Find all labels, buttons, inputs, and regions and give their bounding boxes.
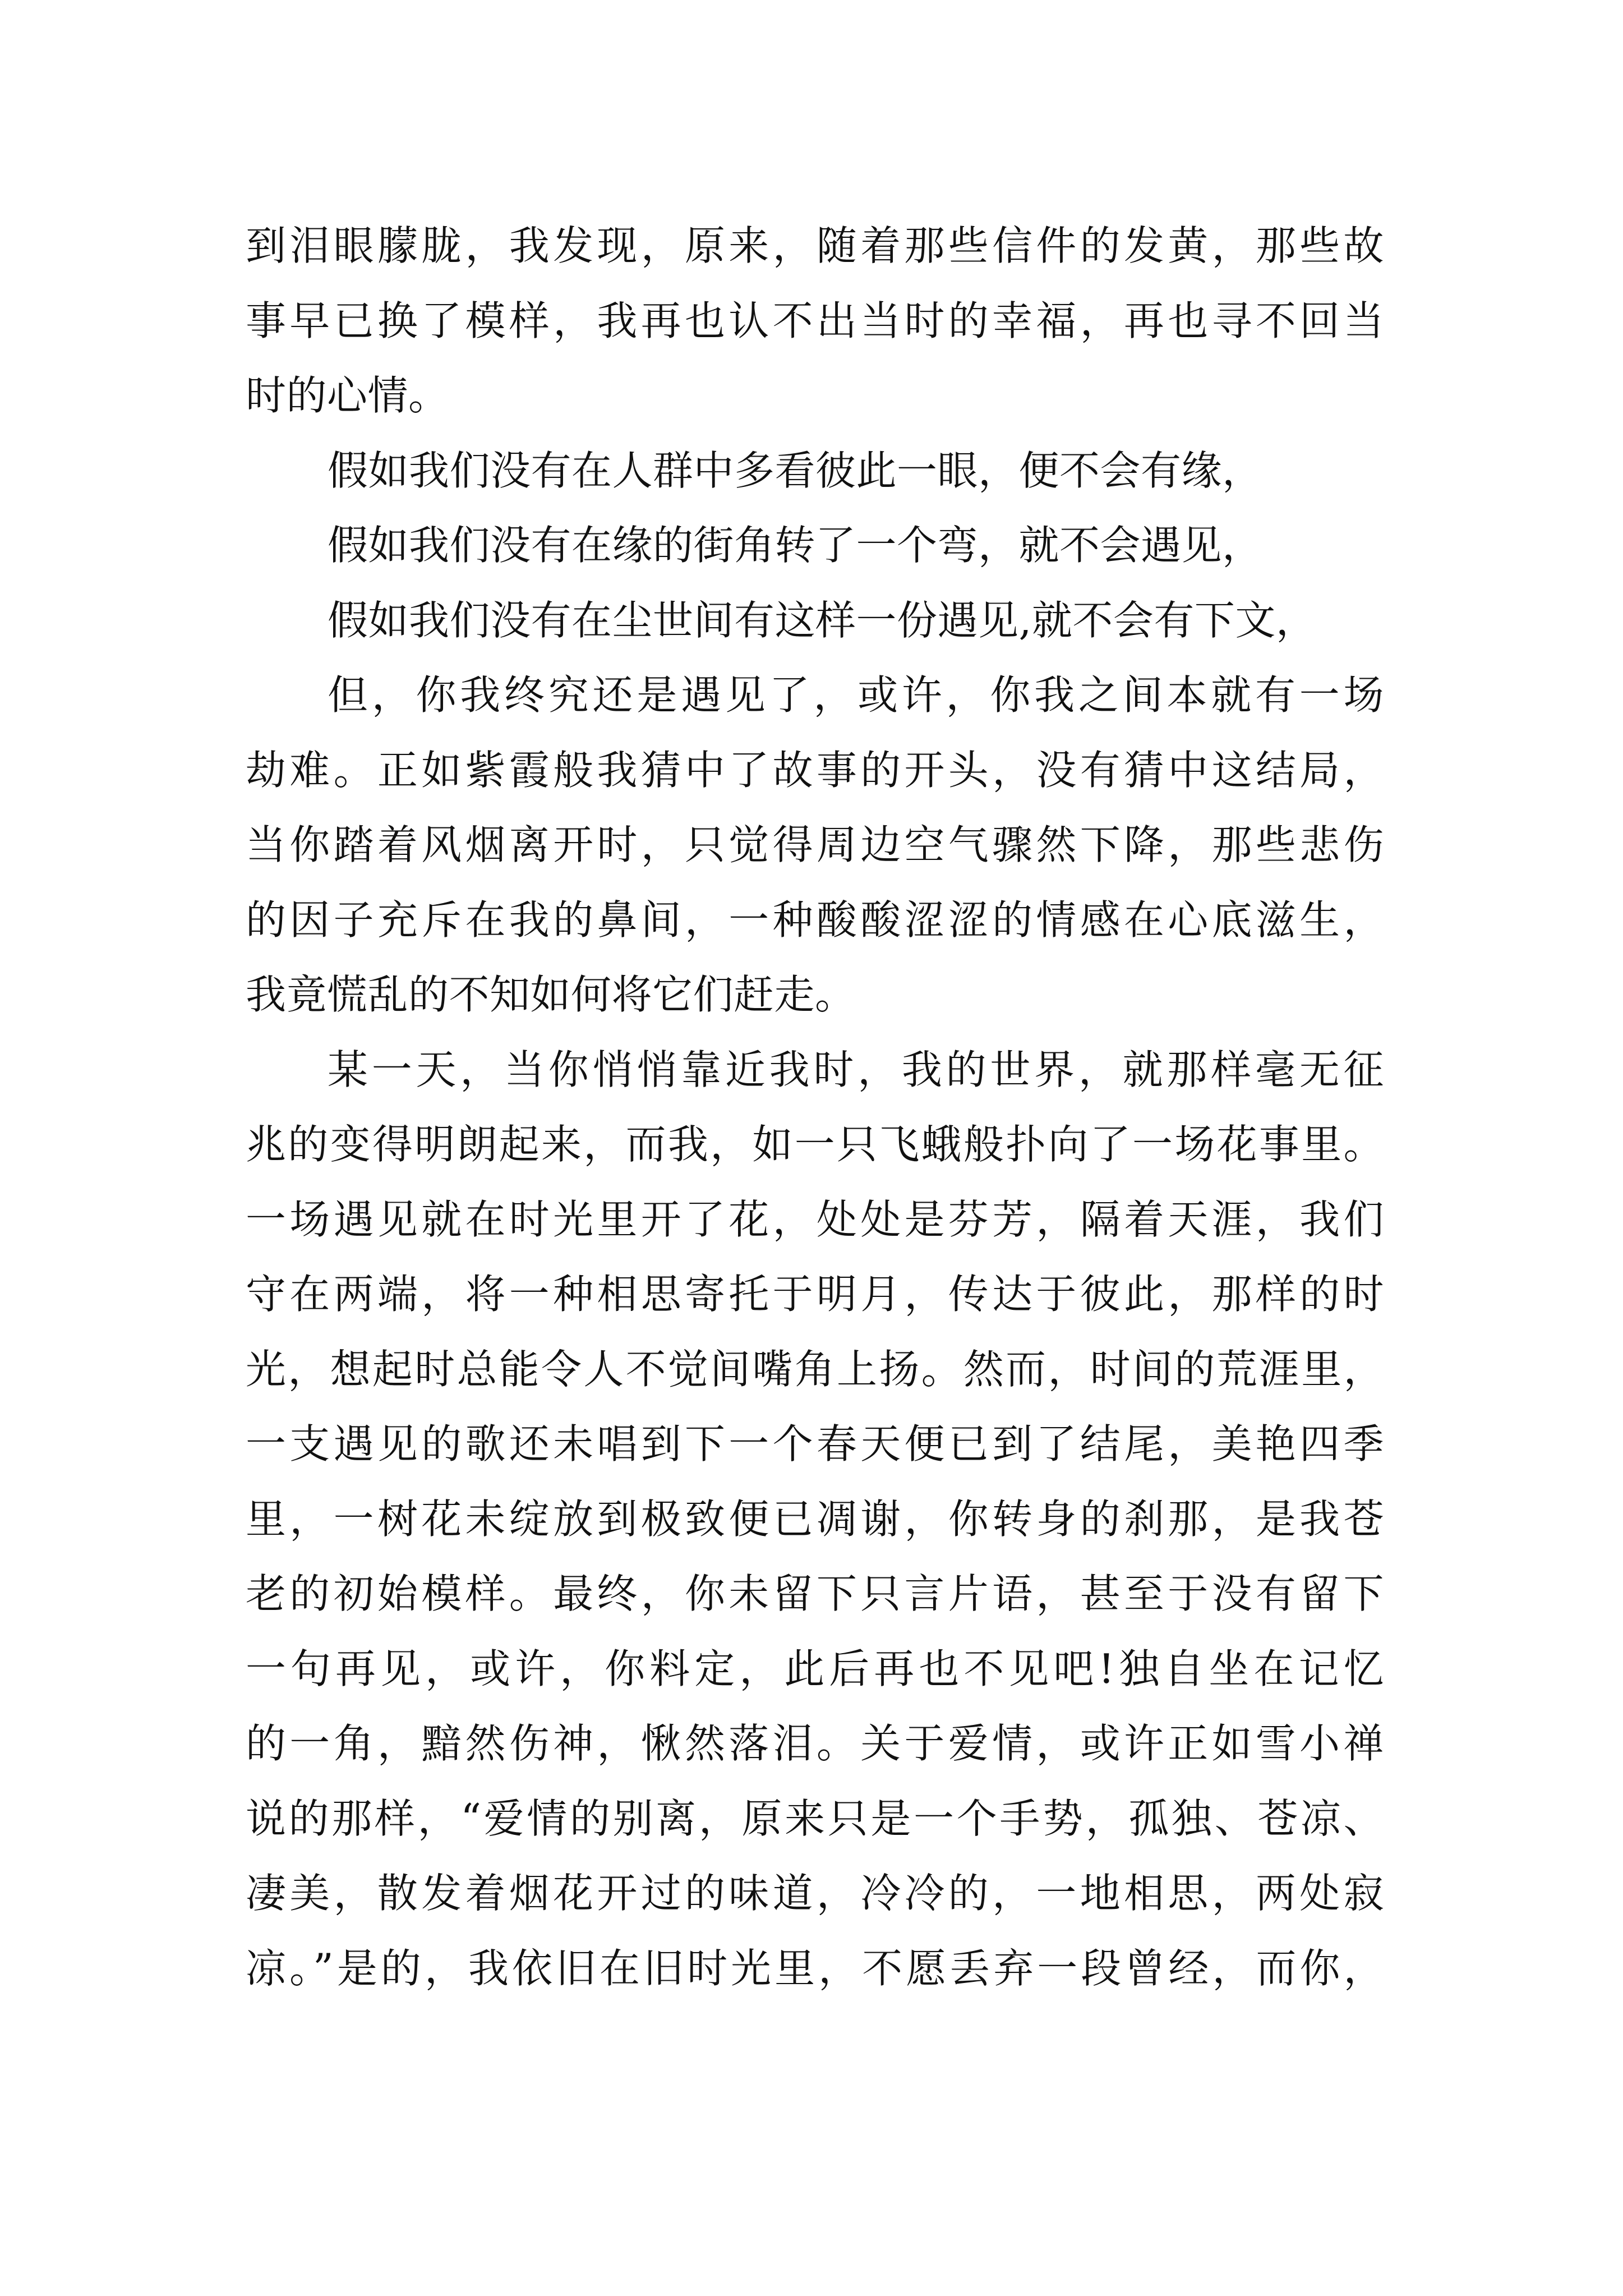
text-line: 一支遇见的歌还未唱到下一个春天便已到了结尾，美艳四季 xyxy=(246,1420,1384,1467)
paragraph-first-line: 但，你我终究还是遇见了，或许，你我之间本就有一场 xyxy=(328,671,1384,719)
text-line: 劫难。正如紫霞般我猜中了故事的开头，没有猜中这结局， xyxy=(246,746,1384,794)
text-line: 的一角，黯然伤神，愀然落泪。关于爱情，或许正如雪小禅 xyxy=(246,1720,1384,1767)
poem-line: 假如我们没有在尘世间有这样一份遇见,就不会有下文， xyxy=(328,596,1317,644)
poem-line: 假如我们没有在人群中多看彼此一眼，便不会有缘， xyxy=(328,447,1263,494)
text-line: 的因子充斥在我的鼻间，一种酸酸涩涩的情感在心底滋生， xyxy=(246,896,1384,944)
text-line: 兆的变得明朗起来，而我，如一只飞蛾般扑向了一场花事里。 xyxy=(246,1121,1384,1168)
text-line: 光，想起时总能令人不觉间嘴角上扬。然而，时间的荒涯里， xyxy=(246,1345,1384,1393)
text-line: 说的那样，“爱情的别离，原来只是一个手势，孤独、苍凉、 xyxy=(246,1795,1384,1842)
text-line: 守在两端，将一种相思寄托于明月，传达于彼此，那样的时 xyxy=(246,1271,1384,1318)
text-line: 一场遇见就在时光里开了花，处处是芬芳，隔着天涯，我们 xyxy=(246,1195,1384,1243)
text-line: 我竟慌乱的不知如何将它们赶走。 xyxy=(246,971,856,1018)
text-line: 事早已换了模样，我再也认不出当时的幸福，再也寻不回当 xyxy=(246,297,1384,344)
text-line: 老的初始模样。最终，你未留下只言片语，甚至于没有留下 xyxy=(246,1570,1384,1617)
text-line: 时的心情。 xyxy=(246,372,449,419)
text-line: 凄美，散发着烟花开过的味道，冷冷的，一地相思，两处寂 xyxy=(246,1870,1384,1917)
text-line: 当你踏着风烟离开时，只觉得周边空气骤然下降，那些悲伤 xyxy=(246,821,1384,868)
poem-line: 假如我们没有在缘的街角转了一个弯，就不会遇见， xyxy=(328,522,1263,569)
text-line: 一句再见，或许，你料定，此后再也不见吧!独自坐在记忆 xyxy=(246,1645,1384,1692)
text-line: 凉。”是的，我依旧在旧时光里，不愿丢弃一段曾经，而你， xyxy=(246,1944,1384,1992)
text-line: 到泪眼朦胧，我发现，原来，随着那些信件的发黄，那些故 xyxy=(246,222,1384,269)
document-body xyxy=(246,209,1384,2006)
text-line: 里，一树花未绽放到极致便已凋谢，你转身的刹那，是我苍 xyxy=(246,1495,1384,1543)
paragraph-first-line: 某一天，当你悄悄靠近我时，我的世界，就那样毫无征 xyxy=(328,1046,1384,1093)
